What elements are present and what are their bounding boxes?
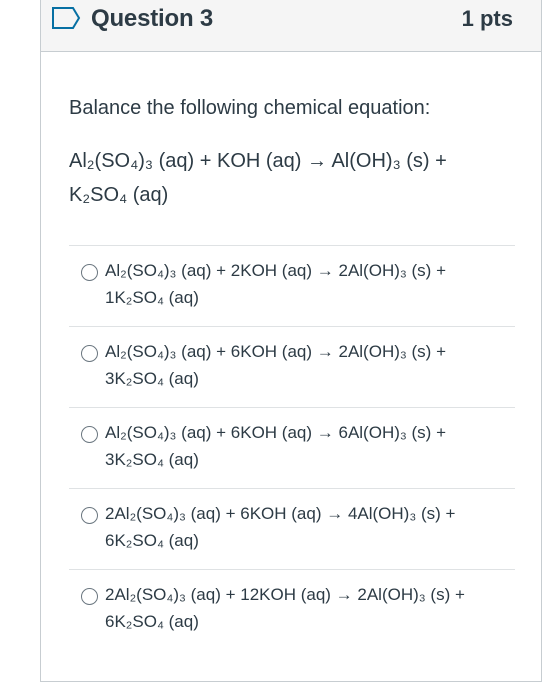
question-title: Question 3 (91, 5, 214, 32)
question-header (41, 0, 541, 52)
answer-line-1: 2Al₂(SO₄)₃ (aq) + 12KOH (aq) → 2Al(OH)₃ (s) + (105, 585, 465, 604)
equation-line-1: Al₂(SO₄)₃ (aq) + KOH (aq) → Al(OH)₃ (s) + (69, 150, 447, 172)
answer-line-1: Al₂(SO₄)₃ (aq) + 2KOH (aq) → 2Al(OH)₃ (s) + (105, 261, 446, 280)
equation-line-2: K₂SO₄ (aq) (69, 184, 169, 206)
answer-line-2: 1K₂SO₄ (aq) (105, 288, 199, 307)
answer-option[interactable] (69, 569, 515, 650)
radio-button[interactable] (81, 345, 98, 362)
question-card (40, 0, 542, 682)
radio-button[interactable] (81, 507, 98, 524)
answer-line-1: 2Al₂(SO₄)₃ (aq) + 6KOH (aq) → 4Al(OH)₃ (s) + (105, 504, 456, 523)
answer-line-2: 3K₂SO₄ (aq) (105, 450, 199, 469)
answer-line-1: Al₂(SO₄)₃ (aq) + 6KOH (aq) → 6Al(OH)₃ (s) + (105, 423, 446, 442)
answer-label[interactable] (105, 500, 505, 554)
answer-line-2: 3K₂SO₄ (aq) (105, 369, 199, 388)
answer-label[interactable] (105, 581, 505, 635)
answer-list (69, 245, 515, 650)
radio-button[interactable] (81, 264, 98, 281)
radio-button[interactable] (81, 588, 98, 605)
answer-option[interactable] (69, 407, 515, 488)
answer-label[interactable] (105, 338, 505, 392)
radio-button[interactable] (81, 426, 98, 443)
answer-line-2: 6K₂SO₄ (aq) (105, 531, 199, 550)
question-points: 1 pts (461, 6, 513, 31)
flag-question-icon[interactable] (51, 7, 81, 29)
answer-label[interactable] (105, 257, 505, 311)
answer-line-2: 6K₂SO₄ (aq) (105, 612, 199, 631)
answer-option[interactable] (69, 326, 515, 407)
answer-line-1: Al₂(SO₄)₃ (aq) + 6KOH (aq) → 2Al(OH)₃ (s) + (105, 342, 446, 361)
question-prompt: Balance the following chemical equation: (69, 97, 431, 119)
answer-label[interactable] (105, 419, 505, 473)
question-equation (69, 144, 499, 212)
answer-option[interactable] (69, 245, 515, 326)
answer-option[interactable] (69, 488, 515, 569)
